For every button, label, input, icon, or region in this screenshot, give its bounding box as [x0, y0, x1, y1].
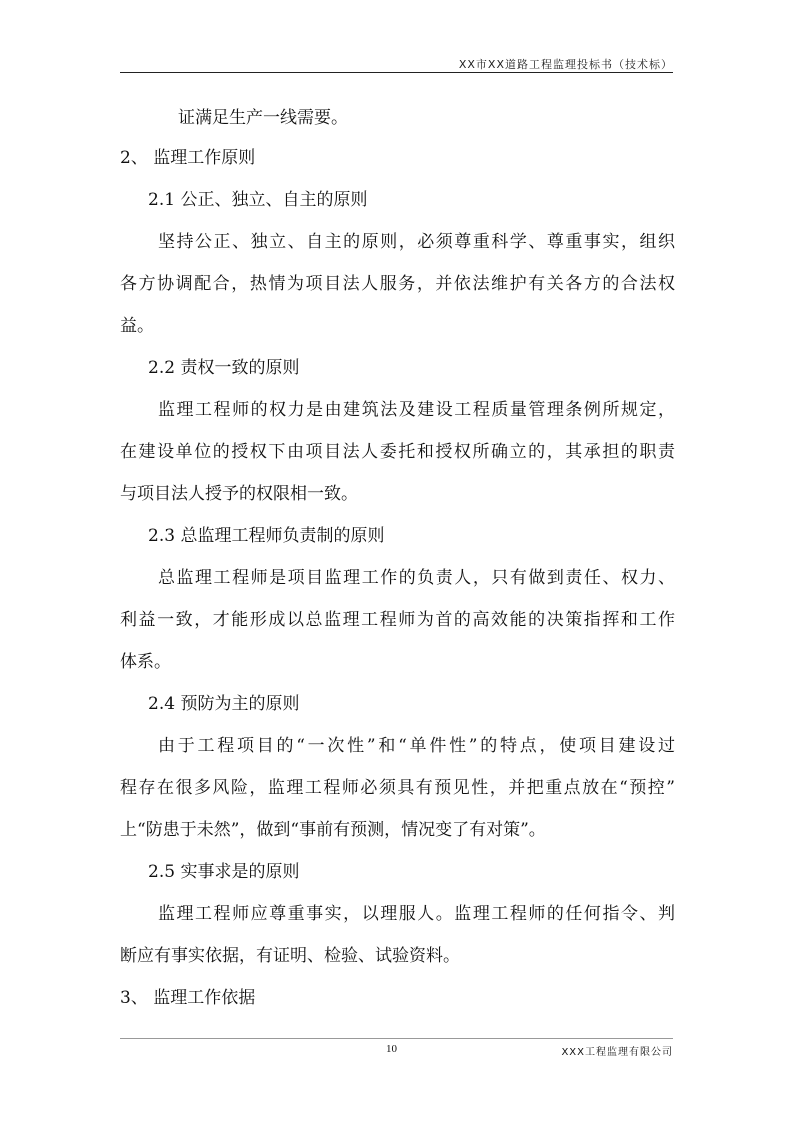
paragraph-line: 程存在很多风险，监理工程师必须具有预见性，并把重点放在“预控” [120, 778, 675, 798]
section-3-heading: 3、 监理工作依据 [120, 988, 256, 1008]
paragraph-line: 上“防患于未然”，做到“事前有预测，情况变了有对策”。 [120, 820, 546, 840]
paragraph-line: 利益一致，才能形成以总监理工程师为首的高效能的决策指挥和工作 [120, 610, 675, 630]
paragraph-line: 与项目法人授予的权限相一致。 [120, 484, 358, 504]
page-header: XX市XX道路工程监理投标书（技术标） [458, 58, 673, 71]
section-2-4-heading: 2.4 预防为主的原则 [148, 694, 300, 714]
paragraph-line: 监理工程师的权力是由建筑法及建设工程质量管理条例所规定， [158, 400, 675, 420]
footer-company: XXX工程监理有限公司 [561, 1047, 673, 1058]
footer-divider [120, 1038, 673, 1039]
paragraph-line: 益。 [120, 316, 154, 336]
paragraph-line: 由于工程项目的“一次性”和“单件性”的特点，使项目建设过 [158, 736, 675, 756]
paragraph-line: 在建设单位的授权下由项目法人委托和授权所确立的，其承担的职责 [120, 442, 675, 462]
section-2-3-heading: 2.3 总监理工程师负责制的原则 [148, 526, 385, 546]
page-number: 10 [386, 1043, 397, 1055]
section-2-5-heading: 2.5 实事求是的原则 [148, 862, 300, 882]
header-divider [120, 72, 673, 73]
section-2-2-heading: 2.2 责权一致的原则 [148, 358, 300, 378]
paragraph-line: 坚持公正、独立、自主的原则，必须尊重科学、尊重事实，组织 [158, 232, 675, 252]
paragraph-line: 断应有事实依据，有证明、检验、试验资料。 [120, 946, 460, 966]
paragraph-line: 监理工程师应尊重事实，以理服人。监理工程师的任何指令、判 [158, 904, 675, 924]
section-2-heading: 2、 监理工作原则 [120, 148, 256, 168]
continuation-line: 证满足生产一线需要。 [178, 108, 348, 128]
section-2-1-heading: 2.1 公正、独立、自主的原则 [148, 190, 368, 210]
paragraph-line: 各方协调配合，热情为项目法人服务，并依法维护有关各方的合法权 [120, 274, 675, 294]
paragraph-line: 总监理工程师是项目监理工作的负责人，只有做到责任、权力、 [158, 568, 675, 588]
paragraph-line: 体系。 [120, 652, 171, 672]
